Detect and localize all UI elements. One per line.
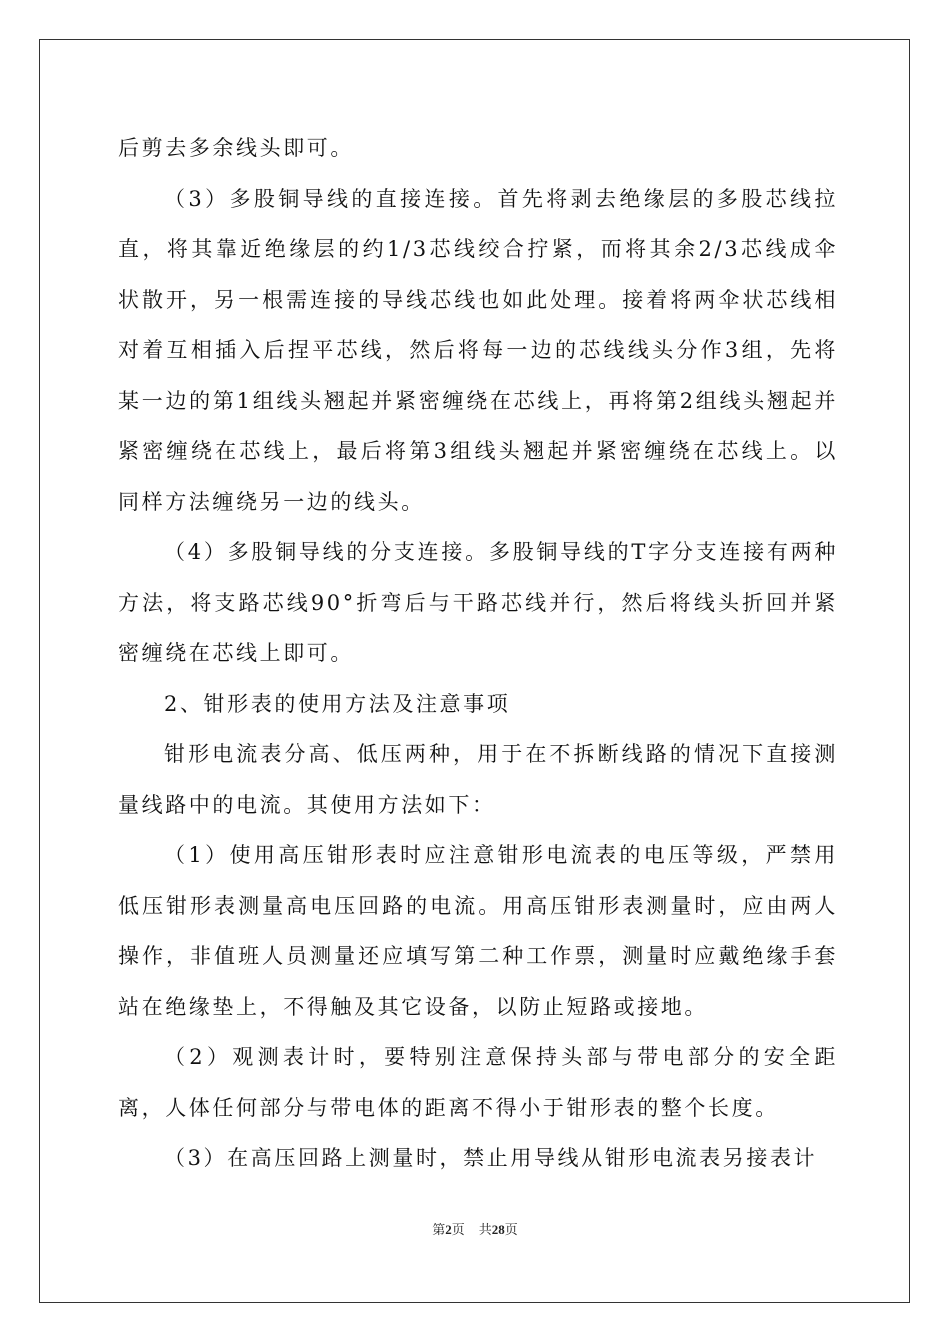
total-suffix: 页	[504, 1223, 518, 1238]
document-body	[118, 123, 838, 1184]
total-pages: 28	[491, 1222, 505, 1237]
paragraph-7: （2）观测表计时，要特别注意保持头部与带电部分的安全距离，人体任何部分与带电体的距离不得小于钳形表的整个长度。	[118, 1045, 838, 1120]
paragraph-3: （4）多股铜导线的分支连接。多股铜导线的T字分支连接有两种方法，将支路芯线90°折弯后与干路芯线并行，然后将线头折回并紧密缠绕在芯线上即可。	[118, 540, 838, 665]
paragraph-1: 后剪去多余线头即可。	[118, 136, 354, 160]
paragraph-6: （1）使用高压钳形表时应注意钳形电流表的电压等级，严禁用低压钳形表测量高电压回路的电流。用高压钳形表测量时，应由两人操作，非值班人员测量还应填写第二种工作票，测量时应戴绝缘手套站在绝缘垫上，不得触及其它设备，以防止短路或接地。	[118, 843, 838, 1019]
page-prefix: 第	[432, 1223, 446, 1238]
paragraph-5: 钳形电流表分高、低压两种，用于在不拆断线路的情况下直接测量线路中的电流。其使用方法如下：	[118, 742, 838, 817]
total-prefix: 共	[478, 1223, 492, 1238]
page-suffix: 页	[451, 1223, 465, 1238]
paragraph-8: （3）在高压回路上测量时，禁止用导线从钳形电流表另接表计	[164, 1146, 818, 1170]
paragraph-2: （3）多股铜导线的直接连接。首先将剥去绝缘层的多股芯线拉直，将其靠近绝缘层的约1/3芯线绞合拧紧，而将其余2/3芯线成伞状散开，另一根需连接的导线芯线也如此处理。接着将两伞状芯线相对着互相插入后捏平芯线，然后将每一边的芯线线头分作3组，先将某一边的第1组线头翘起并紧密缠绕在芯线上，再将第2组线头翘起并紧密缠绕在芯线上，最后将第3组线头翘起并紧密缠绕在芯线上。以同样方法缠绕另一边的线头。	[118, 186, 838, 514]
section-heading: 2、钳形表的使用方法及注意事项	[164, 691, 511, 716]
page-footer	[0, 1219, 950, 1238]
page-number: 2	[445, 1222, 452, 1237]
